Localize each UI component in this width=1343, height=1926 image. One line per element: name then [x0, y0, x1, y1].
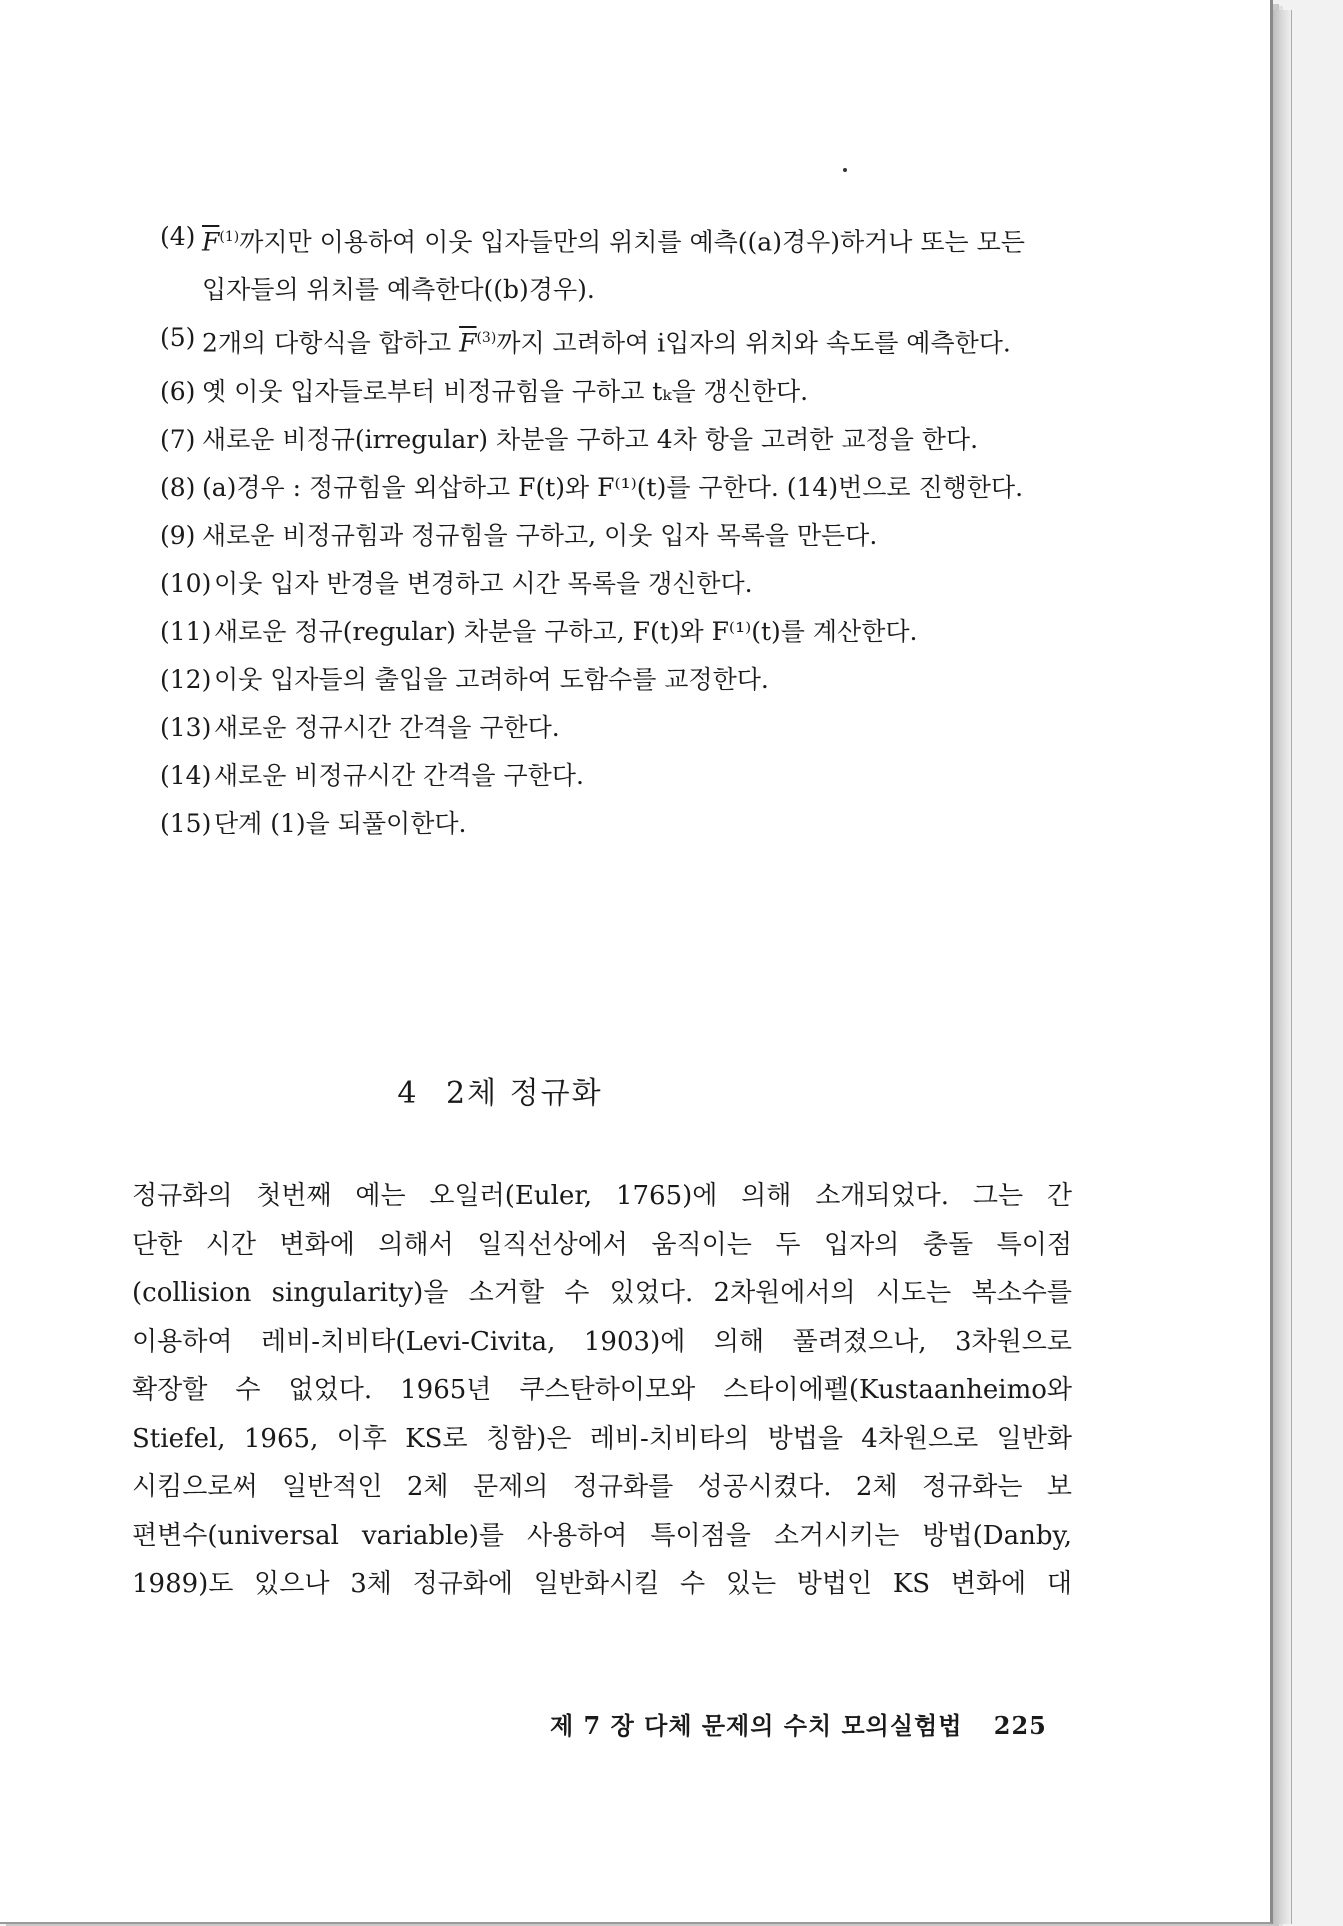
section-title: 2체 정규화 — [446, 1076, 603, 1111]
algorithm-steps — [160, 213, 1040, 848]
book-spine-edge — [1273, 10, 1292, 1924]
step-number: (11) — [160, 616, 212, 646]
force-symbol: $\overline{F}$ — [202, 227, 220, 257]
scan-speck — [843, 168, 847, 172]
chapter-label: 제 7 장 — [550, 1711, 635, 1740]
step-number: (5) — [160, 323, 196, 353]
step-7 — [160, 416, 1040, 464]
step-text: 까지만 이용하여 이웃 입자들만의 위치를 예측((a)경우)하거나 또는 모든 입자들의 위치를 예측한다((b)경우). — [202, 227, 1025, 305]
page-number: 225 — [993, 1711, 1047, 1740]
step-text: 까지 고려하여 i입자의 위치와 속도를 예측한다. — [496, 328, 1011, 358]
step-number: (14) — [160, 760, 212, 790]
step-number: (10) — [160, 568, 212, 598]
step-prefix: 2개의 다항식을 합하고 — [202, 328, 460, 358]
paragraph-line: 편변수(universal variable)를 사용하여 특이점을 소거시키는 방법(Danby, — [132, 1520, 1072, 1551]
force-symbol: $\overline{F}$ — [459, 328, 477, 358]
step-text: 옛 이웃 입자들로부터 비정규힘을 구하고 tₖ을 갱신한다. — [202, 376, 809, 406]
step-text: 이웃 입자 반경을 변경하고 시간 목록을 갱신한다. — [214, 568, 753, 598]
paragraph-line: 단한 시간 변화에 의해서 일직선상에서 움직이는 두 입자의 충돌 특이점 — [132, 1229, 1072, 1260]
paragraph-line: 시킴으로써 일반적인 2체 문제의 정규화를 성공시켰다. 2체 정규화는 보 — [132, 1472, 1072, 1502]
body-paragraph — [132, 1172, 1072, 1609]
step-8 — [160, 464, 1040, 512]
step-14 — [160, 752, 1040, 800]
step-6 — [160, 368, 1040, 416]
step-text: 새로운 정규시간 간격을 구한다. — [214, 712, 560, 742]
step-13 — [160, 704, 1040, 752]
step-text: 새로운 비정규힘과 정규힘을 구하고, 이웃 입자 목록을 만든다. — [202, 520, 878, 550]
step-11 — [160, 608, 1040, 656]
force-order: (1) — [219, 229, 240, 245]
step-12 — [160, 656, 1040, 704]
step-text: 새로운 비정규(irregular) 차분을 구하고 4차 항을 고려한 교정을 한다. — [202, 424, 979, 454]
step-number: (7) — [160, 424, 196, 454]
paragraph-line: 정규화의 첫번째 예는 오일러(Euler, 1765)에 의해 소개되었다. 그는 간 — [132, 1181, 1072, 1211]
step-text: 단계 (1)을 되풀이한다. — [214, 808, 467, 838]
step-4 — [160, 213, 1040, 314]
step-number: (9) — [160, 520, 196, 550]
step-15 — [160, 800, 1040, 848]
paragraph-line: 확장할 수 없었다. 1965년 쿠스탄하이모와 스타이에펠(Kustaanheimo와 — [132, 1375, 1072, 1405]
step-number: (4) — [160, 222, 196, 251]
step-10 — [160, 560, 1040, 608]
step-number: (12) — [160, 664, 212, 694]
step-text: (a)경우 : 정규힘을 외삽하고 F(t)와 F⁽¹⁾(t)를 구한다. (14)번으로 진행한다. — [202, 472, 1024, 502]
force-order: (3) — [476, 330, 497, 347]
step-5 — [160, 314, 1040, 367]
section-number: 4 — [397, 1076, 419, 1111]
step-text: 새로운 비정규시간 간격을 구한다. — [214, 760, 584, 790]
paragraph-line: (collision singularity)을 소거할 수 있었다. 2차원에서의 시도는 복소수를 — [132, 1278, 1072, 1308]
paragraph-line: 1989)도 있으나 3체 정규화에 일반화시킬 수 있는 방법인 KS 변화에 대 — [132, 1569, 1072, 1599]
paragraph-line: 이용하여 레비-치비타(Levi-Civita, 1903)에 의해 풀려졌으나, 3차원으로 — [132, 1326, 1072, 1357]
section-heading — [0, 1068, 1000, 1112]
step-number: (6) — [160, 376, 196, 406]
step-text: 이웃 입자들의 출입을 고려하여 도함수를 교정한다. — [214, 664, 769, 694]
chapter-title: 다체 문제의 수치 모의실험법 — [644, 1711, 963, 1740]
step-number: (13) — [160, 712, 212, 742]
paragraph-line: Stiefel, 1965, 이후 KS로 칭함)은 레비-치비타의 방법을 4차원으로 일반화 — [132, 1423, 1072, 1454]
page-footer — [550, 1706, 1047, 1741]
step-number: (15) — [160, 808, 212, 838]
step-9 — [160, 512, 1040, 560]
step-text: 새로운 정규(regular) 차분을 구하고, F(t)와 F⁽¹⁾(t)를 계산한다. — [214, 616, 918, 646]
step-number: (8) — [160, 472, 196, 502]
